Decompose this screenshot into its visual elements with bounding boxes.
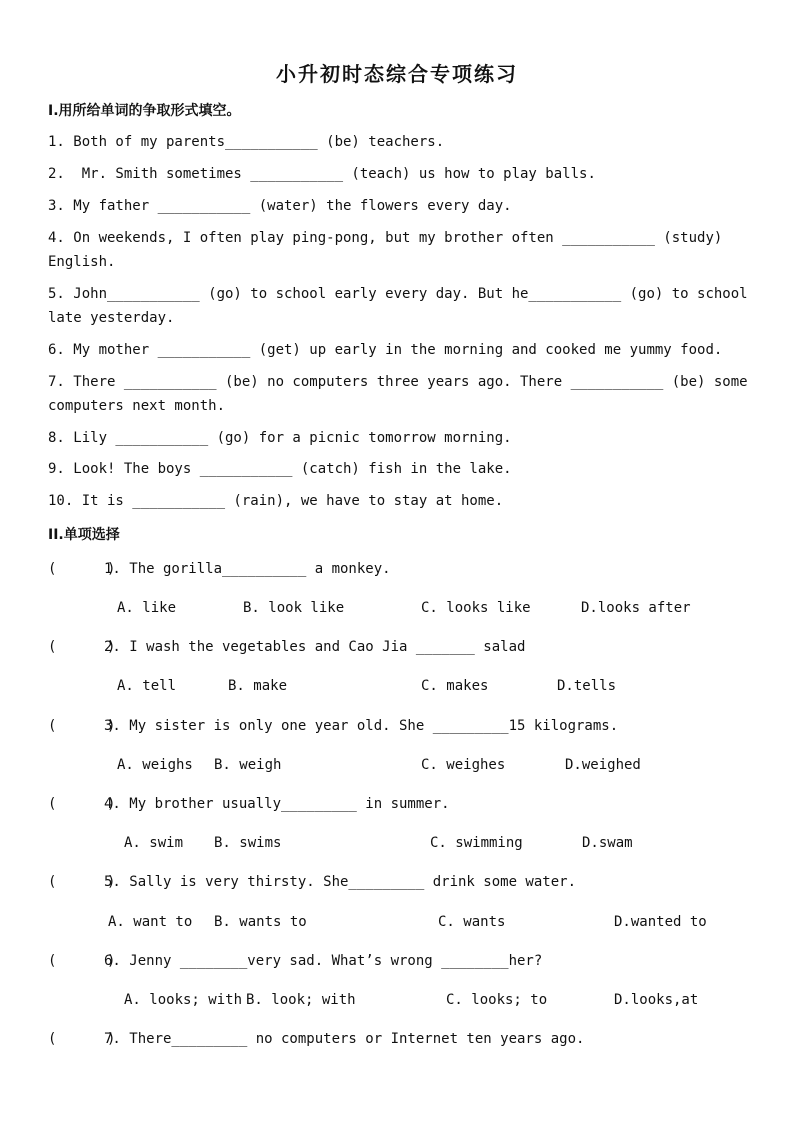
page-title: 小升初时态综合专项练习 <box>276 62 518 86</box>
fill-line-8: 8. Lily ___________ (go) for a picnic tomorrow morning. <box>48 430 512 446</box>
q6-option-b: B. look; with <box>246 992 356 1008</box>
answer-blank-6[interactable]: ( ) <box>48 953 116 969</box>
fill-line-5-cont: late yesterday. <box>48 310 175 326</box>
question-2-text: 2. I wash the vegetables and Cao Jia _______ salad <box>104 639 526 655</box>
q3-option-c: C. weighes <box>421 757 506 773</box>
fill-line-5: 5. John___________ (go) to school early every day. But he___________ (go) to school <box>48 286 748 302</box>
q4-option-d: D.swam <box>582 835 633 851</box>
answer-blank-2[interactable]: ( ) <box>48 639 116 655</box>
question-5-text: 5. Sally is very thirsty. She_________ drink some water. <box>104 874 577 890</box>
question-3-text: 3. My sister is only one year old. She _________15 kilograms. <box>104 718 619 734</box>
q1-option-d: D.looks after <box>581 600 691 616</box>
fill-line-9: 9. Look! The boys ___________ (catch) fish in the lake. <box>48 461 512 477</box>
question-6-text: 6. Jenny ________very sad. What’s wrong ________her? <box>104 953 543 969</box>
q3-option-d: D.weighed <box>565 757 641 773</box>
q2-option-d: D.tells <box>557 678 617 694</box>
q3-option-b: B. weigh <box>214 757 282 773</box>
q1-option-b: B. look like <box>243 600 345 616</box>
q4-option-c: C. swimming <box>430 835 523 851</box>
q2-option-b: B. make <box>228 678 288 694</box>
fill-line-7: 7. There ___________ (be) no computers three years ago. There ___________ (be) some <box>48 374 748 390</box>
q2-option-a: A. tell <box>117 678 177 694</box>
q5-option-d: D.wanted to <box>614 914 707 930</box>
fill-line-2: 2. Mr. Smith sometimes ___________ (teach) us how to play balls. <box>48 166 596 182</box>
q5-option-a: A. want to <box>108 914 193 930</box>
q4-option-a: A. swim <box>124 835 184 851</box>
answer-blank-4[interactable]: ( ) <box>48 796 116 812</box>
q1-option-c: C. looks like <box>421 600 531 616</box>
q1-option-a: A. like <box>117 600 177 616</box>
fill-line-6: 6. My mother ___________ (get) up early in the morning and cooked me yummy food. <box>48 342 723 358</box>
fill-line-4-cont: English. <box>48 254 116 270</box>
q6-option-d: D.looks,at <box>614 992 699 1008</box>
fill-line-4: 4. On weekends, I often play ping-pong, but my brother often ___________ (study) <box>48 230 723 246</box>
answer-blank-3[interactable]: ( ) <box>48 718 116 734</box>
answer-blank-1[interactable]: ( ) <box>48 561 116 577</box>
question-7-text: 7. There_________ no computers or Internet ten years ago. <box>104 1031 585 1047</box>
q5-option-c: C. wants <box>438 914 506 930</box>
q4-option-b: B. swims <box>214 835 282 851</box>
fill-line-10: 10. It is ___________ (rain), we have to stay at home. <box>48 493 504 509</box>
section-2-heading: II.单项选择 <box>48 527 120 543</box>
question-1-text: 1. The gorilla__________ a monkey. <box>104 561 391 577</box>
q6-option-a: A. looks; with <box>124 992 243 1008</box>
fill-line-3: 3. My father ___________ (water) the flowers every day. <box>48 198 512 214</box>
fill-line-7-cont: computers next month. <box>48 398 226 414</box>
answer-blank-5[interactable]: ( ) <box>48 874 116 890</box>
q3-option-a: A. weighs <box>117 757 193 773</box>
q6-option-c: C. looks; to <box>446 992 548 1008</box>
answer-blank-7[interactable]: ( ) <box>48 1031 116 1047</box>
question-4-text: 4. My brother usually_________ in summer. <box>104 796 450 812</box>
q5-option-b: B. wants to <box>214 914 307 930</box>
fill-line-1: 1. Both of my parents___________ (be) teachers. <box>48 134 445 150</box>
section-1-heading: I.用所给单词的争取形式填空。 <box>48 103 241 119</box>
q2-option-c: C. makes <box>421 678 489 694</box>
